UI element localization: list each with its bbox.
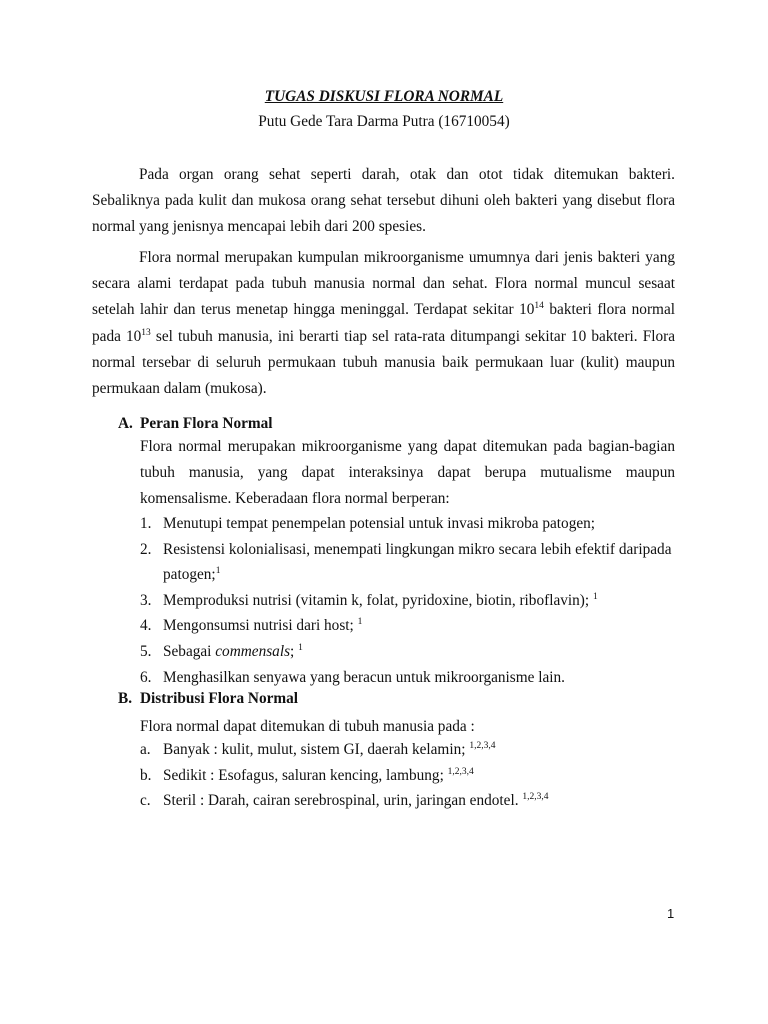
list-text: Sebagai bbox=[163, 642, 216, 660]
citation-ref: 1 bbox=[357, 617, 363, 628]
section-heading-b bbox=[118, 689, 298, 709]
section-letter: B. bbox=[118, 690, 133, 707]
author-line: Putu Gede Tara Darma Putra (16710054) bbox=[258, 113, 510, 130]
citation-ref: 1 bbox=[298, 642, 303, 653]
role-list bbox=[140, 511, 675, 690]
list-text: Menghasilkan senyawa yang beracun untuk mikroorganisme lain. bbox=[163, 668, 566, 686]
citation-ref: 1,2,3,4 bbox=[522, 792, 549, 803]
list-item bbox=[140, 737, 675, 763]
list-text: ; bbox=[290, 642, 299, 660]
section-title: Peran Flora Normal bbox=[140, 415, 273, 432]
section-heading-a bbox=[118, 414, 273, 434]
list-text: Resistensi kolonialisasi, menempati lingkungan mikro secara lebih efektif daripada patogen; bbox=[163, 540, 672, 584]
list-letter: c. bbox=[140, 792, 151, 810]
list-number: 4. bbox=[140, 617, 152, 635]
paragraph-text: bakteri flora normal pada 10 bbox=[92, 301, 675, 345]
list-item bbox=[140, 613, 675, 639]
paragraph-text: Flora normal merupakan kumpulan mikroorganisme umumnya dari jenis bakteri yang secara alami terdapat pada tubuh manusia normal dan sehat. Flora normal muncul sesaat setelah lahir dan terus menetap hingga meninggal. Terdapat sekitar 10 bbox=[92, 249, 675, 319]
exponent: 14 bbox=[534, 301, 544, 312]
exponent: 13 bbox=[141, 327, 151, 338]
list-item bbox=[140, 665, 675, 691]
paragraph-text: sel tubuh manusia, ini berarti tiap sel rata-rata ditumpangi sekitar 10 bakteri. Flora normal tersebar di seluruh permukaan tubuh manusia baik permukaan luar (kulit) maupun permukaan dalam (mukosa). bbox=[92, 327, 675, 398]
list-item bbox=[140, 537, 675, 588]
page-number: 1 bbox=[667, 906, 675, 921]
list-item bbox=[140, 588, 675, 614]
paragraph-intro: Pada organ orang sehat seperti darah, otak dan otot tidak ditemukan bakteri. Sebaliknya pada kulit dan mukosa orang sehat tersebut dihuni oleh bakteri yang disebut flora normal yang jenisnya mencapai lebih dari 200 spesies. bbox=[92, 166, 675, 236]
list-text: Sedikit : Esofagus, saluran kencing, lambung; bbox=[163, 766, 448, 784]
section-a-intro: Flora normal merupakan mikroorganisme yang dapat ditemukan pada bagian-bagian tubuh manusia, yang dapat interaksinya dapat berupa mutualisme maupun komensalisme. Keberadaan flora normal berperan: bbox=[140, 438, 675, 507]
citation-ref: 1,2,3,4 bbox=[447, 766, 474, 777]
citation-ref: 1,2,3,4 bbox=[469, 741, 496, 751]
list-letter: b. bbox=[140, 766, 152, 784]
paragraph-flora-definition bbox=[92, 245, 675, 402]
section-title: Distribusi Flora Normal bbox=[140, 690, 299, 707]
list-item bbox=[140, 511, 675, 537]
citation-ref: 1 bbox=[215, 566, 221, 577]
list-item bbox=[140, 788, 675, 814]
list-text: Mengonsumsi nutrisi dari host; bbox=[163, 617, 358, 635]
citation-ref: 1 bbox=[592, 591, 598, 602]
list-number: 3. bbox=[140, 591, 152, 609]
section-b-intro: Flora normal dapat ditemukan di tubuh manusia pada : bbox=[140, 718, 475, 735]
list-number: 1. bbox=[140, 515, 152, 532]
section-letter: A. bbox=[118, 415, 133, 432]
document-title: TUGAS DISKUSI FLORA NORMAL bbox=[264, 88, 504, 105]
list-text: Steril : Darah, cairan serebrospinal, urin, jaringan endotel. bbox=[163, 792, 523, 810]
list-item bbox=[140, 763, 675, 789]
list-number: 2. bbox=[140, 540, 152, 558]
list-number: 6. bbox=[140, 668, 152, 686]
list-letter: a. bbox=[140, 741, 151, 758]
distribution-list bbox=[140, 737, 675, 814]
list-number: 5. bbox=[140, 642, 152, 660]
list-text: Memproduksi nutrisi (vitamin k, folat, pyridoxine, biotin, riboflavin); bbox=[163, 591, 593, 609]
list-italic-term: commensals bbox=[215, 642, 291, 660]
list-text: Menutupi tempat penempelan potensial untuk invasi mikroba patogen; bbox=[163, 515, 596, 532]
list-item bbox=[140, 639, 675, 665]
list-text: Banyak : kulit, mulut, sistem GI, daerah kelamin; bbox=[163, 741, 470, 758]
